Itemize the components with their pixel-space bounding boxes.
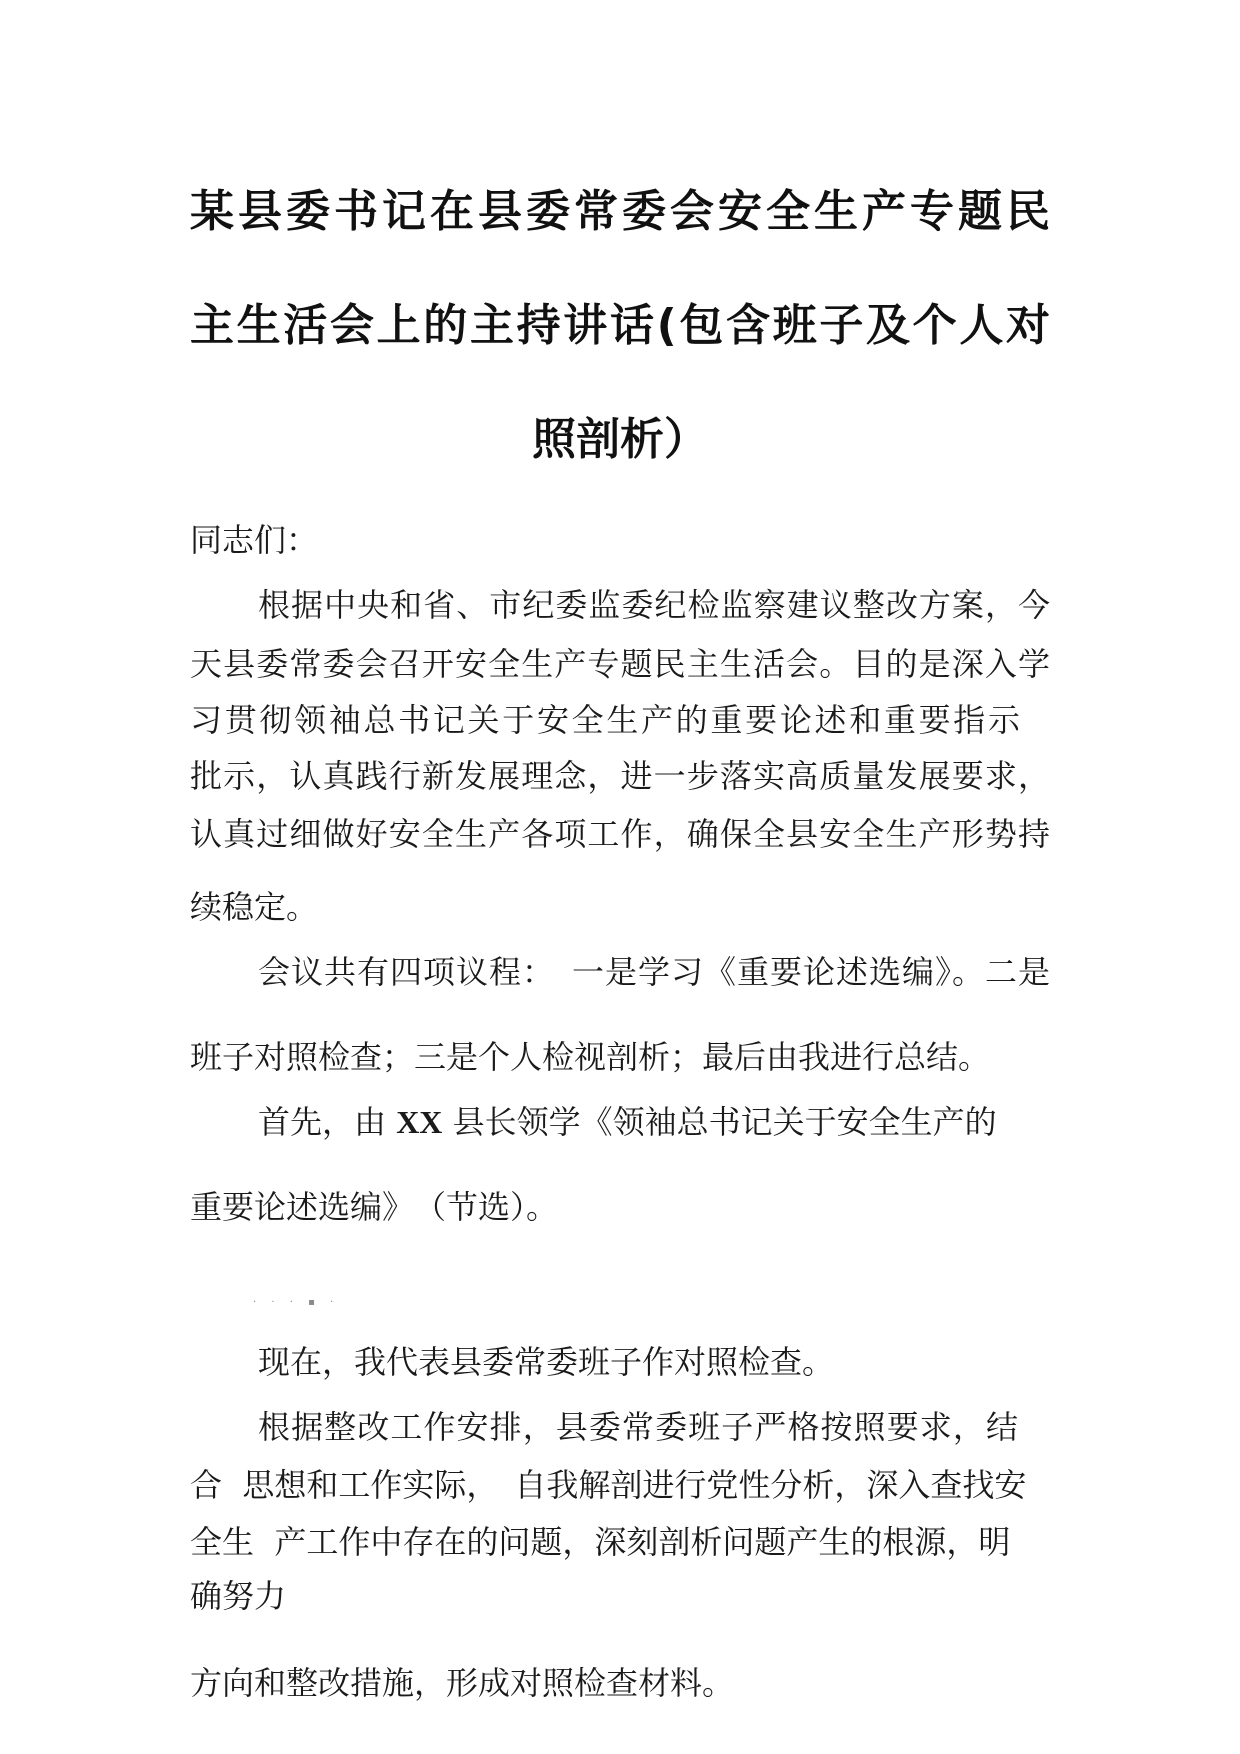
paragraph-4: 现在，我代表县委常委班子作对照检查。 xyxy=(258,1343,835,1381)
salutation: 同志们： xyxy=(190,521,319,559)
document-title-line-3: 照剖析） xyxy=(532,414,708,465)
document-title-line-1: 某县委书记在县委常委会安全生产专题民 xyxy=(190,186,1050,237)
document-title-line-2: 主生活会上的主持讲话(包含班子及个人对 xyxy=(190,300,1050,351)
paragraph-2-line-2: 班子对照检查；三是个人检视剖析；最后由我进行总结。 xyxy=(190,1038,991,1076)
paragraph-1-line-3: 习贯彻领袖总书记关于安全生产的重要论述和重要指示 xyxy=(190,701,1020,739)
paragraph-3-lead: 首先，由 xyxy=(258,1103,397,1141)
paragraph-1-line-4: 批示，认真践行新发展理念，进一步落实高质量发展要求， xyxy=(190,757,1050,795)
paragraph-5-line-3: 全生 产工作中存在的问题，深刻剖析问题产生的根源，明 xyxy=(190,1523,1011,1561)
paragraph-3-line-1 xyxy=(258,1100,1018,1144)
paragraph-5-line-2: 合 思想和工作实际， 自我解剖进行党性分析，深入查找安 xyxy=(190,1466,1027,1504)
paragraph-5-line-4: 确努力 xyxy=(190,1577,287,1615)
scan-marks: · · · ▪ · xyxy=(253,1297,340,1308)
paragraph-3-line-2: 重要论述选编》 （节选）。 xyxy=(190,1188,559,1226)
paragraph-1-line-6: 续稳定。 xyxy=(190,888,319,926)
paragraph-5-line-1: 根据整改工作安排，县委常委班子严格按照要求，结 xyxy=(258,1408,1018,1446)
paragraph-1-line-2: 天县委常委会召开安全生产专题民主生活会。目的是深入学 xyxy=(190,645,1050,683)
paragraph-5-line-5: 方向和整改措施，形成对照检查材料。 xyxy=(190,1664,735,1702)
paragraph-2-line-1: 会议共有四项议程： 一是学习《重要论述选编》。二是 xyxy=(258,953,1050,991)
paragraph-3-rest: 县长领学《领袖总书记关于安全生产的 xyxy=(442,1103,997,1141)
county-head-name: XX xyxy=(396,1104,443,1140)
paragraph-1-line-5: 认真过细做好安全生产各项工作，确保全县安全生产形势持 xyxy=(190,815,1050,853)
paragraph-1-line-1: 根据中央和省、市纪委监委纪检监察建议整改方案，今 xyxy=(258,586,1050,624)
